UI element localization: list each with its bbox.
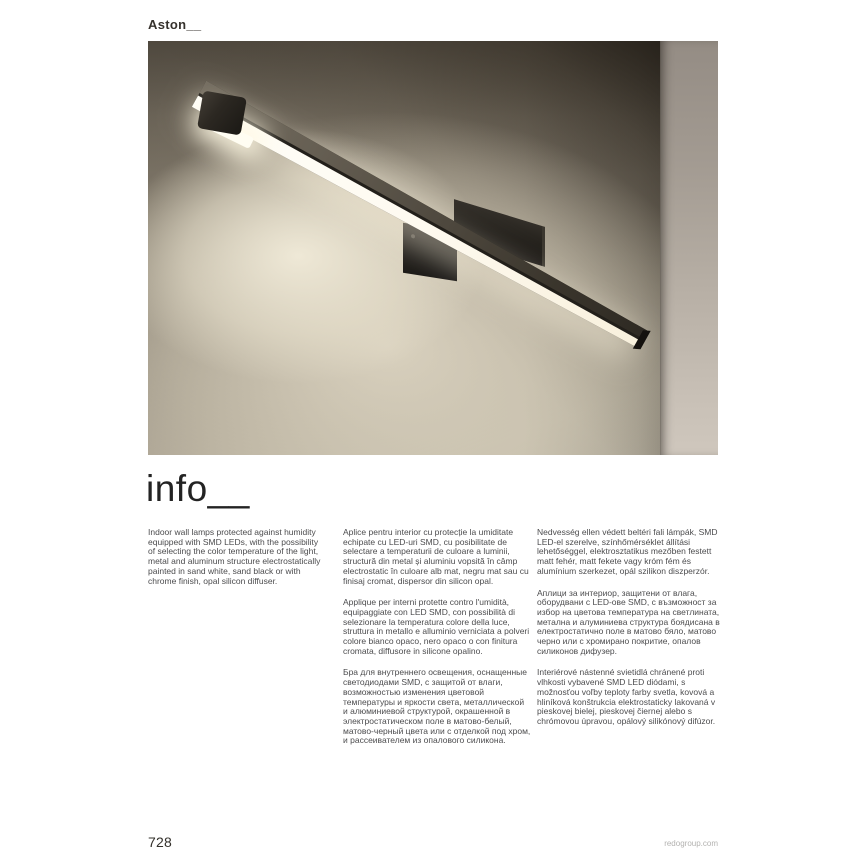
page-title: Aston__ [148, 17, 202, 32]
product-photo [148, 41, 718, 455]
lamp-bar [192, 81, 650, 353]
description-en: Indoor wall lamps protected against humidity equipped with SMD LEDs, with the possibility of selecting the color temperature of the light, metal and aluminum structure electrostatically painted in sand white, sand black or with chrome finish, opal silicon diffuser. [148, 527, 321, 586]
info-column-ro-it-ru [343, 528, 531, 758]
wall-corner-strip [660, 41, 718, 455]
description-ru: Бра для внутреннего освещения, оснащенные светодиодами SMD, с защитой от влаги, возможностью изменения цветовой температуры и яркости света, металлической и алюминиевой структурой, окрашенной в электростатическом поле в матово-белый, матово-черный цвета или с отделкой под хром, и рассеивателем из опалового силикона. [343, 667, 531, 746]
page-number: 728 [148, 834, 172, 850]
description-ro: Aplice pentru interior cu protecție la umiditate echipate cu LED-uri SMD, cu posibilitate de selectare a temperaturii de culoare a luminii, structură din metal și aluminiu vopsită în câmp electrostatic în culoare alb mat, negru mat sau cu finisaj cromat, dispersor din silicon opal. [343, 527, 529, 586]
linear-led-lamp [227, 101, 655, 359]
info-column-english [148, 528, 322, 598]
info-column-hu-bg-sk [537, 528, 721, 739]
website-link[interactable]: redogroup.com [664, 839, 718, 848]
description-it: Applique per interni protette contro l'umidità, equipaggiate con LED SMD, con possibilità di selezionare la temperatura colore della luce, struttura in metallo e alluminio verniciata a polveri colore bianco opaco, nero opaco o con finitura cromata, diffusore in silicone opalino. [343, 597, 530, 656]
description-sk: Interiérové nástenné svietidlá chránené proti vlhkosti vybavené SMD LED diódami, s možnosťou voľby teploty farby svetla, kovová a hliníková konštrukcia elektrostaticky lakovaná v pieskovej bielej, pieskovej čiernej alebo s chrómovou úpravou, opálový silikónový difúzor. [537, 667, 716, 726]
info-heading: info__ [146, 468, 250, 509]
lamp-top-face [199, 81, 649, 339]
lamp-end-cap [197, 90, 247, 135]
description-bg: Аплици за интериор, защитени от влага, оборудвани с LED-ове SMD, с възможност за избор на цветова температура на светлината, метална и алуминиева структура боядисана в електростатично поле в матово бяло, матово черно или с хромирано покритие, опалов силиконов дифузер. [537, 587, 720, 656]
description-hu: Nedvesség ellen védett beltéri fali lámpák, SMD LED-el szerelve, színhőmérséklet állítási lehetőséggel, elektrosztatikus mezőben festett matt fehér, matt fekete vagy króm fém és alumínium szerkezet, opál szilikon diszperzór. [537, 527, 718, 576]
